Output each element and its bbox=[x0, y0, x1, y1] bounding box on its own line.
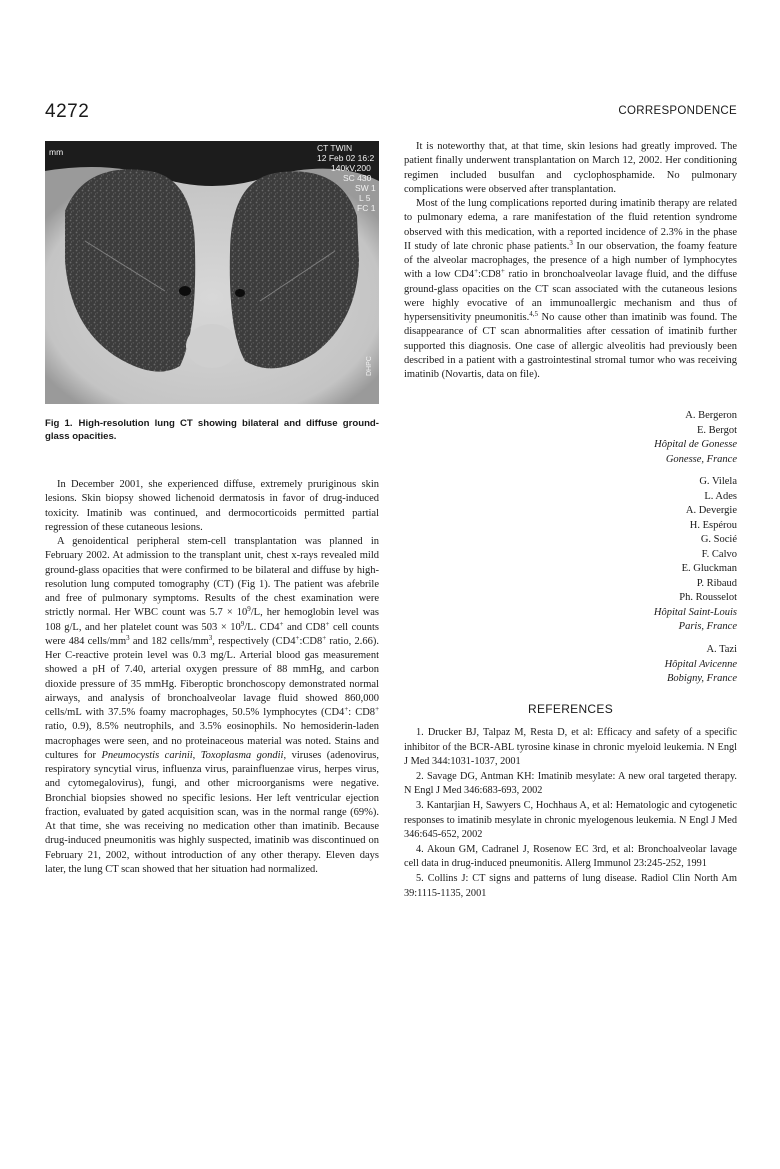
reference-item: 5. Collins J: CT signs and patterns of lung disease. Radiol Clin North Am 39:1115-1135, 2001 bbox=[404, 872, 737, 899]
affiliation-location: Bobigny, France bbox=[667, 673, 737, 684]
author-name: E. Bergot bbox=[696, 424, 737, 436]
figure-label: Fig 1. bbox=[45, 418, 73, 429]
author-name: A. Bergeron bbox=[685, 410, 737, 421]
overlay-line-3: 140kV,200 bbox=[331, 163, 371, 173]
right-column bbox=[404, 140, 737, 382]
overlay-side-text: DHPC bbox=[366, 356, 373, 376]
page-header bbox=[45, 101, 737, 125]
paragraph-2: A genoidentical peripheral stem-cell transplantation was planned in February 2002. At admission to the transplant unit, chest x-rays revealed mild ground-glass opacities that were confirmed to be bilateral and diffuse by high-resolution lung computed tomography (CT) (Fig 1). The patient was afebrile and free of pulmonary symptoms. Results of the chest examination were strictly normal. Her WBC count was $5.7 \times 10^9/L$, her hemoglobin level was 108 g/L, and her platelet count was $503 \times 10^9/L$. CD4+ and CD8+ cell counts were 484 cells/$mm^3$ and 182 cells/$mm^3$, respectively (CD4+:CD8+ ratio, 2.66). Her C-reactive protein level was 0.3 mg/L. Arterial blood gas measurement showed a pH of 7.40, arterial oxygen pressure of 88 mmHg, and carbon dioxide pressure of 35 mmHg. Fiberoptic bronchoscopy demonstrated normal airways, and analysis of bronchoalveolar lavage fluid showed 860,000 cells/mL with 37.5% foamy macrophages, 50.5% lymphocytes (CD4+: CD8+ ratio, 0.9), 8.5% neutrophils, and 3.5% eosinophils. No hemosiderin-laden macrophages were seen, and no proteinaceous material was noted. Stains and cultures for Pneumocystis carinii, Toxoplasma gondii, viruses (adenovirus, respiratory syncytial virus, influenza virus, parainfluenzae virus, herpes virus, and cytomegalovirus), fungi, and other microorganisms were negative. Bronchial biopsies showed no specific lesions. Her left ventricular ejection fraction, evaluated by gated acquisition scan, was in the normal range (69%). At that time, she was receiving no medication other than imatinib. Because drug-induced pneumonitis was highly suspected, imatinib was discontinued on February 21, 2002, without introduction of any other therapy. Eleven days later, the lung CT scan showed that her situation had normalized. bbox=[45, 536, 380, 875]
author-name: A. Devergie bbox=[685, 505, 737, 516]
author-name: Ph. Rousselot bbox=[679, 592, 737, 603]
reference-item: 4. Akoun GM, Cadranel J, Rosenow EC 3rd, et al: Bronchoalveolar lavage cell data in drug-induced pneumonitis. Allerg Immunol 23:245-252, 1991 bbox=[404, 843, 737, 870]
caption-text: High-resolution lung CT showing bilateral and diffuse ground-glass opacities. bbox=[45, 418, 379, 442]
ct-scan-image bbox=[45, 141, 379, 404]
overlay-line-7: FC 1 bbox=[357, 203, 376, 213]
paragraph-1: In December 2001, she experienced diffuse, extremely pruriginous skin lesions. Skin biopsy showed lichenoid dermatosis in favor of drug-induced toxicity. Imatinib was continued, and dermocorticoids permitted partial regression of these cutaneous lesions. bbox=[45, 479, 379, 533]
author-name: A. Tazi bbox=[706, 644, 737, 655]
section-title: CORRESPONDENCE bbox=[618, 105, 737, 117]
signature-group-1 bbox=[654, 409, 737, 467]
reference-item: 3. Kantarjian H, Sawyers C, Hochhaus A, et al: Hematologic and cytogenetic responses to imatinib mesylate in chronic myelogenous leukemia. N Engl J Med 346:645-652, 2002 bbox=[404, 799, 737, 841]
signature-group-2 bbox=[654, 475, 737, 635]
overlay-line-2: 12 Feb 02 16:2 bbox=[317, 153, 375, 163]
overlay-line-4: SC 430 bbox=[343, 173, 372, 183]
overlay-line-1: CT TWIN bbox=[317, 143, 353, 153]
ct-scan-figure bbox=[45, 141, 379, 404]
page-number: 4272 bbox=[45, 101, 90, 122]
left-column bbox=[45, 478, 379, 877]
author-name: H. Espérou bbox=[689, 519, 737, 531]
overlay-left: mm bbox=[49, 147, 64, 157]
reference-item: 2. Savage DG, Antman KH: Imatinib mesylate: A new oral targeted therapy. N Engl J Med 346:683-693, 2002 bbox=[404, 770, 737, 797]
affiliation-location: Paris, France bbox=[678, 621, 737, 632]
overlay-line-5: SW 1 bbox=[355, 183, 376, 193]
paragraph-3: It is noteworthy that, at that time, skin lesions had greatly improved. The patient finally underwent transplantation on March 12, 2002. Her conditioning regimen included busulfan and cyclophosphamide. No pulmonary complications were observed after transplantation. bbox=[404, 141, 737, 195]
paragraph-4: Most of the lung complications reported during imatinib therapy are related to pulmonary edema, a rare manifestation of the fluid retention syndrome observed with this medication, with a reported incidence of 2.3% in the phase II study of late chronic phase patients.$^3$ In our observation, the foamy feature of the alveolar macrophages, the presence of a high number of lymphocytes with a low CD4+:CD8+ ratio in bronchoalveolar lavage fluid, and the diffuse ground-glass opacities on the CT scan associated with the cutaneous lesions were highly evocative of an immunoallergic mechanism and thus of hypersensitivity pneumonitis.$^{4,5}$ No cause other than imatinib was found. The disappearance of CT scan abnormalities after cessation of imatinib further supported this diagnosis. One case of allergic alveolitis had previously been described in a patient with a gastrointestinal stromal tumor who was receiving imatinib (Novartis, data on file). bbox=[404, 198, 738, 380]
author-name: L. Ades bbox=[704, 490, 737, 502]
author-name: G. Socié bbox=[700, 534, 737, 545]
references-list bbox=[404, 726, 737, 901]
signature-group-3 bbox=[665, 643, 737, 687]
author-name: E. Gluckman bbox=[681, 563, 737, 574]
author-name: F. Calvo bbox=[701, 548, 737, 560]
references-heading: REFERENCES bbox=[527, 702, 613, 716]
affiliation: Hôpital Avicenne bbox=[664, 658, 737, 670]
affiliation: Hôpital de Gonesse bbox=[654, 439, 737, 450]
overlay-line-6: L 5 bbox=[359, 193, 371, 203]
affiliation-location: Gonesse, France bbox=[665, 453, 737, 465]
figure-caption bbox=[45, 417, 379, 443]
author-name: P. Ribaud bbox=[696, 577, 737, 589]
reference-item: 1. Drucker BJ, Talpaz M, Resta D, et al: Efficacy and safety of a specific inhibitor of the BCR-ABL tyrosine kinase in chronic myeloid leukemia. N Engl J Med 344:1031-1037, 2001 bbox=[404, 727, 737, 768]
author-name: G. Vilela bbox=[699, 476, 737, 487]
affiliation: Hôpital Saint-Louis bbox=[653, 606, 737, 618]
